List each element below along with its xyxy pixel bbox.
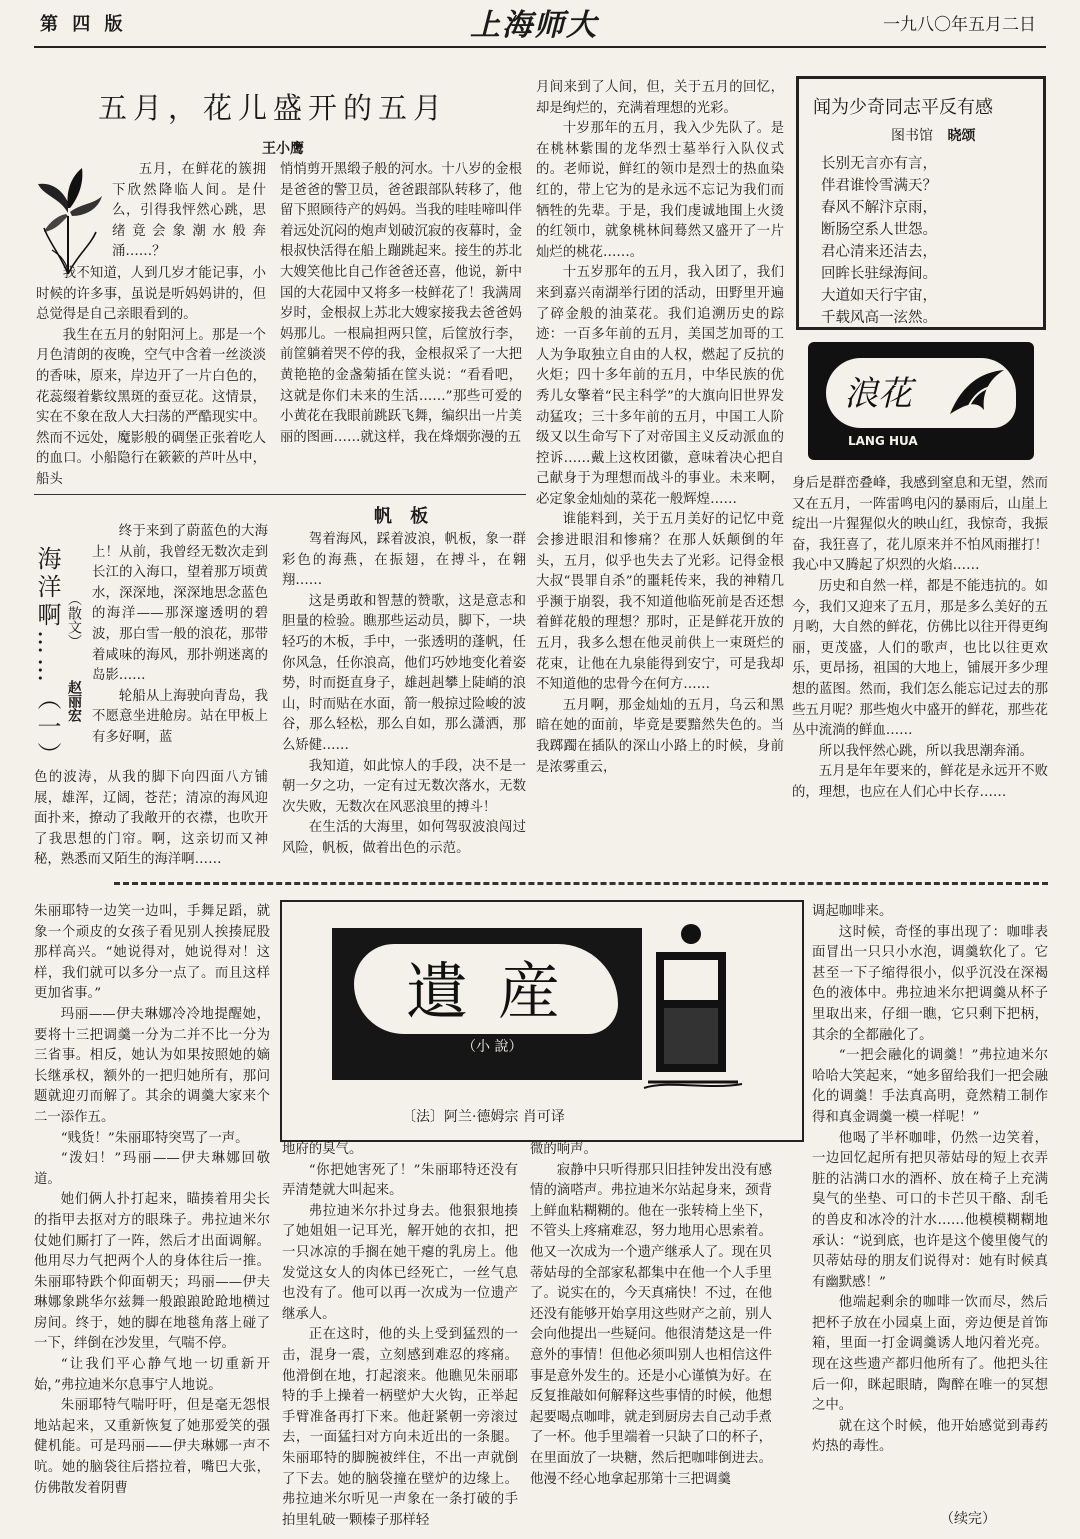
- poem-line: 千载风高一泫然。: [821, 310, 937, 326]
- poem-title: 闻为少奇同志平反有感: [813, 97, 993, 118]
- continued-note: （续完）: [940, 1511, 996, 1527]
- sea-text-top: 终于来到了蔚蓝色的大海上！从前，我曾经无数次走到长江的入海口，望着那万顷黄水，深深地，深深地思念蓝色的海洋——那深邃透明的碧波，那白雪一般的浪花，那带着咸味的海风，那扑朔迷离的岛影…… 轮船从上海驶向青岛，我不愿意坐进舱房。站在甲板上有多好啊，蓝: [92, 524, 268, 745]
- story-genre: （小 說）: [462, 1039, 523, 1055]
- sea-author: 赵丽宏: [66, 680, 82, 722]
- article-col4: 身后是群峦叠峰，我感到窒息和无望，然而又在五月，一阵雷鸣电闪的暴雨后，山崖上绽出一片猩猩似火的映山红，我惊奇，我振奋，我狂喜了，花儿原来并不怕风雨摧打！我心中又腾起了炽烈的火焰…… 历史和自然一样，都是不能违抗的。如今，我们又迎来了五月，那是多么美好的五月哟，大自然的鲜花，仿佛比以往开得更绚丽，更茂盛，人们的歌声，也比以往更欢乐，更昂扬，祖国的大地上，铺展开多少理想的蓝图。然而，我们怎么能忘记过去的那些五月呢？那些炮火中盛开的鲜花，那些花丛中流淌的鲜血…… 所以我怦然心跳，所以我思潮奔涌。 五月是年年要来的，鲜花是永远开不败的，理想，也应在人们心中长存……: [792, 476, 1048, 800]
- sea-title: 海洋啊……（一）: [33, 546, 61, 770]
- page-number-label: 第 四 版: [40, 14, 127, 35]
- poem-line: 回眸长驻绿海间。: [821, 266, 937, 282]
- poem-line: 春风不解汴京雨，: [821, 200, 937, 216]
- iris-flower-illustration: [30, 158, 106, 276]
- masthead-logo: 上海师大: [470, 8, 598, 43]
- section-separator: [114, 882, 1048, 885]
- article-author: 王小鹰: [262, 141, 304, 157]
- langhua-column-logo: [808, 342, 1034, 460]
- article-title: 五月，花儿盛开的五月: [98, 91, 449, 125]
- sea-text-bottom: 色的波涛，从我的脚下向四面八方铺展，雄浑，辽阔，苍茫；清凉的海风迎面扑来，撩动了我敞开的衣襟，也吹开了我思想的门帘。啊，这亲切而又神秘，熟悉而又陌生的海洋啊……: [34, 770, 268, 868]
- article-col3: 月间来到了人间，但，关于五月的回忆，却是绚烂的，充满着理想的光彩。 十岁那年的五月，我入少先队了。是在桃林紫围的龙华烈士墓举行入队仪式的。老师说，鲜红的领巾是烈士的热血染红的，带上它为的是永远不忘记为我们而牺牲的先辈。于是，我们虔诚地围上火烫的红领巾，就象桃林间蓦然又盛开了一片灿烂的桃花……。 十五岁那年的五月，我入团了，我们来到嘉兴南湖举行团的活动，田野里开遍了碎金般的油菜花。我们追溯历史的踪迹：一百多年前的五月，美国芝加哥的工人为争取独立自由的人权，燃起了反抗的火炬；四十多年前的五月，中华民族的优秀儿女擎着“民主科学”的大旗向旧世界发动猛攻；三十多年前的五月，中国工人阶级又以生命写下了对帝国主义反动派血的控诉……戴上这枚团徽，意味着决心把自己献身于为理想而战斗的事业。未来啊，必定象金灿灿的菜花一般辉煌…… 谁能料到，关于五月美好的记忆中竟会掺进眼泪和惨痛？在那人妖颠倒的年头，五月，似乎也失去了光彩。记得金根大叔“畏罪自杀”的噩耗传来，我的神精几乎濒于崩裂，我不知道他临死前是否还想着鲜花般的理想？那时，正是鲜花开放的五月，我多么想在他灵前供上一束斑烂的花束，让他在九泉能得到安宁，可是我却不知道他的忠骨今在何方…… 五月啊，那金灿灿的五月，乌云和黑暗在她的面前，毕竟是要黯然失色的。当我踯躅在插队的深山小路上的时候，身前是浓雾重云，: [536, 80, 784, 775]
- poem-byline: [891, 125, 975, 145]
- poem-line: 断肠空系人世怨。: [821, 222, 937, 238]
- article-col1: 我不知道，人到几岁才能记事，小时候的许多事，虽说是听妈妈讲的，但总觉得是自己亲眼看到的。 我生在五月的射阳河上。那是一个月色清朗的夜晚，空气中含着一丝淡淡的香味，原来，岸边开了一片白色的，花蕊缀着紫纹黑斑的蚕豆花。这情景，实在不象在敌人大扫荡的严酷现实中。然而不远处，魔影般的碉堡正张着吃人的血口。小船隐行在簌簌的芦叶丛中，船头: [36, 266, 266, 487]
- fanban-text: 驾着海风，踩着波浪，帆板，象一群彩色的海燕，在振翅，在搏斗，在翱翔…… 这是勇敢和智慧的赞歌，这是意志和胆量的检验。瞧那些运动员，脚下，一块轻巧的木板，手中，一张透明的蓬帆，任你风急，任你浪高，他们巧妙地变化着姿势，时而挺直身子，雄赳赳攀上陡峭的浪山，时而贴在水面，箭一般掠过险峻的波谷，那么轻松，那么自如，那么潇洒，那么矫健…… 我知道，如此惊人的手段，决不是一朝一夕之功，一定有过无数次落水，无数次失败，无数次在风恶浪里的搏斗！ 在生活的大海里，如何驾驭波浪闯过风险，帆板，做着出色的示范。: [282, 532, 526, 856]
- cabinet-illustration: [638, 912, 748, 1092]
- logo-pinyin: LANG HUA: [848, 434, 918, 448]
- poem-byline-name: 晓颂: [947, 128, 976, 144]
- story-title: 遺産: [406, 955, 591, 1028]
- story-title-block: [332, 928, 642, 1080]
- story-col3: 微的响声。 寂静中只听得那只旧挂钟发出没有感情的滴嗒声。弗拉迪米尔站起身来，颈背上鲜血粘糊糊的。他在一张转椅上坐下，不管头上疼痛难忍，努力地用心思索着。他又一次成为一个遗产继承人了。现在贝蒂姑母的全部家私都集中在他一个人手里了。说实在的，今天真痛快！不过，在他还没有能够开始享用这些财产之前，别人会向他提出一些疑问。他很清楚这是一件意外的事情！但他必须叫别人也相信这件事是意外发生的。还是小心谨慎为好。在反复推敲如何解释这些事情的时候，他想起要喝点咖啡，就走到厨房去自己动手煮了一杯。他手里端着一只缺了口的杯子，在里面放了一块糖，然后把咖啡倒进去。他漫不经心地拿起那第十三把调羹: [530, 1142, 772, 1487]
- poem-lines: [821, 153, 937, 329]
- fanban-title: 帆 板: [373, 506, 435, 527]
- story-header-box: [280, 900, 804, 1142]
- section-divider: [34, 494, 526, 495]
- sea-genre: （散文）: [66, 592, 82, 648]
- poem-box: [796, 76, 1046, 330]
- logo-title: 浪花: [844, 374, 912, 414]
- article-col2: 悄悄剪开黑缎子般的河水。十八岁的金根是爸爸的警卫员，爸爸跟部队转移了，他留下照顾待产的妈妈。当我的哇哇啼叫伴着远处沉闷的炮声划破沉寂的夜幕时，金根叔快活得在船上蹦跳起来。接生的苏北大嫂笑他比自己作爸爸还喜，他说，新中国的大花园中又将多一枝鲜花了！我满周岁时，金根叔上苏北大嫂家接我去爸爸妈妈那儿。一根扁担两只筐，后筐放行李，前筐躺着哭不停的我，金根叔采了一大把黄艳艳的金盏菊插在筐头说：“看看吧，这就是你们未来的生活……”那些可爱的小黄花在我眼前跳跃飞舞，编织出一片美丽的图画……就这样，我在烽烟弥漫的五: [280, 162, 522, 445]
- poem-line: 伴君谁怜雪满天？: [821, 178, 937, 194]
- poem-line: 大道如天行宇宙，: [821, 288, 937, 304]
- poem-byline-unit: 图书馆: [891, 128, 933, 144]
- issue-date: 一九八〇年五月二日: [883, 15, 1036, 35]
- story-col4: 调起咖啡来。 这时候，奇怪的事出现了：咖啡表面冒出一只只小水泡，调羹软化了。它甚至一下子缩得很小，似乎沉没在深褐色的液体中。弗拉迪米尔把调羹从杯子里取出来，仔细一瞧，它只剩下把柄，其余的全都融化了。 “一把会融化的调羹！”弗拉迪米尔哈哈大笑起来，“她多留给我们一把会融化的调羹！手法真高明，竟然精工制作得和真金调羹一模一样呢！” 他喝了半杯咖啡，仍然一边笑着，一边回忆起所有把贝蒂姑母的短上衣弄脏的沾满口水的酒杯、放在椅子上充满臭气的坐垫、可口的卡芒贝干酪、刮毛的兽皮和冰冷的汁水……他模模糊糊地承认：“说到底，也许是这个傻里傻气的贝蒂姑母的朋友们说得对：她有时候真有幽默感！” 他端起剩余的咖啡一饮而尽，然后把杯子放在小园桌上面，旁边便是首饰箱，里面一打金调羹诱人地闪着光亮。现在这些遗产都归他所有了。他把头往后一仰，眯起眼睛，陶醉在唯一的冥想之中。 就在这个时候，他开始感觉到毒药灼热的毒性。: [812, 904, 1048, 1455]
- poem-line: 长别无言亦有言，: [821, 156, 937, 172]
- poem-line: 君心清来还洁去，: [821, 244, 937, 260]
- article-col1-top: 五月，在鲜花的簇拥下欣然降临人间。是什么，引得我怦然心跳，思绪竟会象潮水般奔涌……？: [112, 162, 266, 260]
- story-col1: 朱丽耶特一边笑一边叫，手舞足蹈，就象一个顽皮的女孩子看见别人挨揍屁股那样高兴。“她说得对，她说得对！这样，我们就可以多分一点了。而且这样更加省事。” 玛丽——伊夫琳娜冷冷地提醒她，要将十三把调羹一分为二并不比一分为三省事。相反，她认为如果按照她的嫡长继承权，额外的一把归她所有，那问题就迎刃而解了。其余的调羹大家来个二一添作五。 “贱货！”朱丽耶特突骂了一声。 “泼妇！”玛丽——伊夫琳娜回敬道。 她们俩人扑打起来，瞄揍着用尖长的指甲去抠对方的眼珠子。弗拉迪米尔仗她们厮打了一阵，然后才出面调解。他用尽力气把两个人的身体往后一推。朱丽耶特跌个仰面朝天；玛丽——伊夫琳娜象跳华尔兹舞一般踉踉跄跄地横过房间。终于，她的脚在地毯角落上碰了一下，绊倒在沙发里，气喘不停。 “让我们平心静气地一切重新开始，”弗拉迪米尔息事宁人地说。 朱丽耶特气喘吁吁，但是毫无怨恨地站起来，又重新恢复了她那爱笑的强健机能。可是玛丽——伊夫琳娜一声不吭。她的脑袋往后搭拉着，嘴巴大张，仿佛散发着阴曹: [34, 904, 270, 1496]
- story-col2: 地府的臭气。 “你把她害死了！”朱丽耶特还没有弄清楚就大叫起来。 弗拉迪米尔扑过身去。他狠狠地揍了她姐姐一记耳光，解开她的衣扣，把一只冰凉的手搁在她干瘪的乳房上。他发觉这女人的肉体已经死亡，一丝气息也没有了。他可以再一次成为一位遗产继承人。 正在这时，他的头上受到猛烈的一击，混身一震，立刻感到难忍的疼痛。他滑倒在地，打起滚来。他瞧见朱丽耶特的手上操着一柄壁炉大火钩，正举起手臂准备再打下来。他赶紧朝一旁滚过去，一面猛扫对方向未近出的一条腿。朱丽耶特的脚腕被绊住，不出一声就倒了下去。她的脑袋撞在壁炉的边缘上。弗拉迪米尔听见一声象在一条打破的手拍里轧破一颗榛子那样轻: [282, 1142, 518, 1528]
- wave-icon: [948, 364, 1008, 420]
- header-rule: [34, 46, 1046, 48]
- story-byline: 〔法〕阿兰·德姆宗 肖可译: [402, 1109, 565, 1125]
